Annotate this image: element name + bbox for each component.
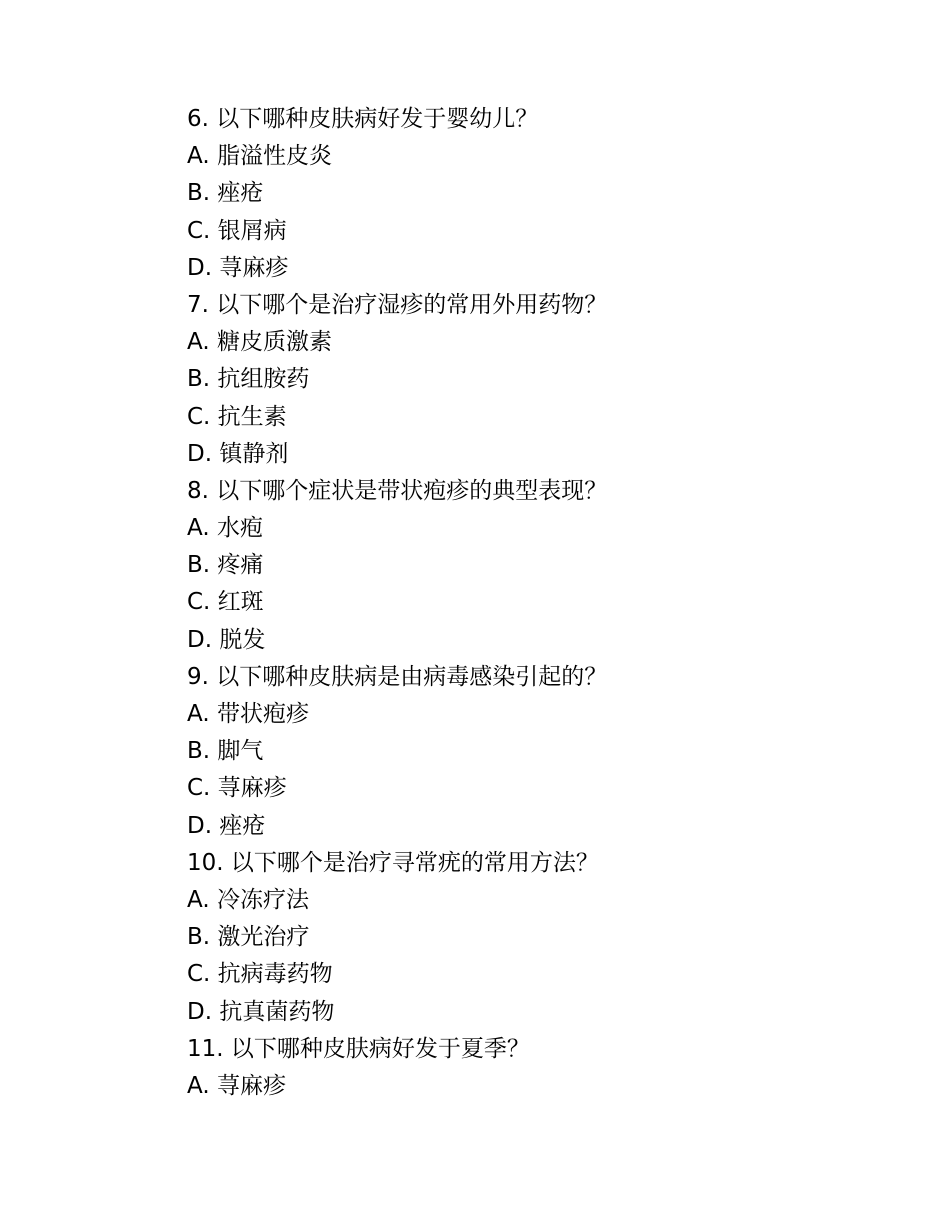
question-8-option-c: C. 红斑 [187,589,264,616]
question-6-text: 6. 以下哪种皮肤病好发于婴幼儿？ [187,106,539,132]
question-list [187,101,887,1105]
question-9-option-d: D. 痤疮 [187,812,266,839]
question-10-text: 10. 以下哪个是治疗寻常疣的常用方法？ [187,849,599,876]
question-11-text: 11. 以下哪种皮肤病好发于夏季？ [187,1035,530,1062]
question-10-option-c: C. 抗病毒药物 [187,961,333,988]
question-9-text: 9. 以下哪种皮肤病是由病毒感染引起的？ [187,663,608,690]
question-11-option-a: A. 荨麻疹 [187,1072,286,1099]
question-7-option-b: B. 抗组胺药 [187,366,310,393]
question-7-text: 7. 以下哪个是治疗湿疹的常用外用药物？ [187,291,608,318]
question-6-option-c: C. 银屑病 [187,217,287,244]
question-8-option-a: A. 水疱 [187,515,263,542]
question-6-option-d: D. 荨麻疹 [187,254,289,281]
question-6-option-b: B. 痤疮 [187,180,264,207]
question-9-option-c: C. 荨麻疹 [187,775,287,802]
question-8-option-b: B. 疼痛 [187,552,264,579]
question-8-text: 8. 以下哪个症状是带状疱疹的典型表现？ [187,477,608,504]
question-9-option-b: B. 脚气 [187,738,264,765]
question-8-option-d: D. 脱发 [187,626,266,653]
question-6-option-a: A. 脂溢性皮炎 [187,143,332,170]
question-9-option-a: A. 带状疱疹 [187,701,309,727]
question-10-option-b: B. 激光治疗 [187,924,310,951]
question-10-option-d: D. 抗真菌药物 [187,998,335,1025]
question-10-option-a: A. 冷冻疗法 [187,886,309,913]
question-7-option-c: C. 抗生素 [187,403,287,430]
question-7-option-d: D. 镇静剂 [187,440,289,467]
question-7-option-a: A. 糖皮质激素 [187,329,332,356]
